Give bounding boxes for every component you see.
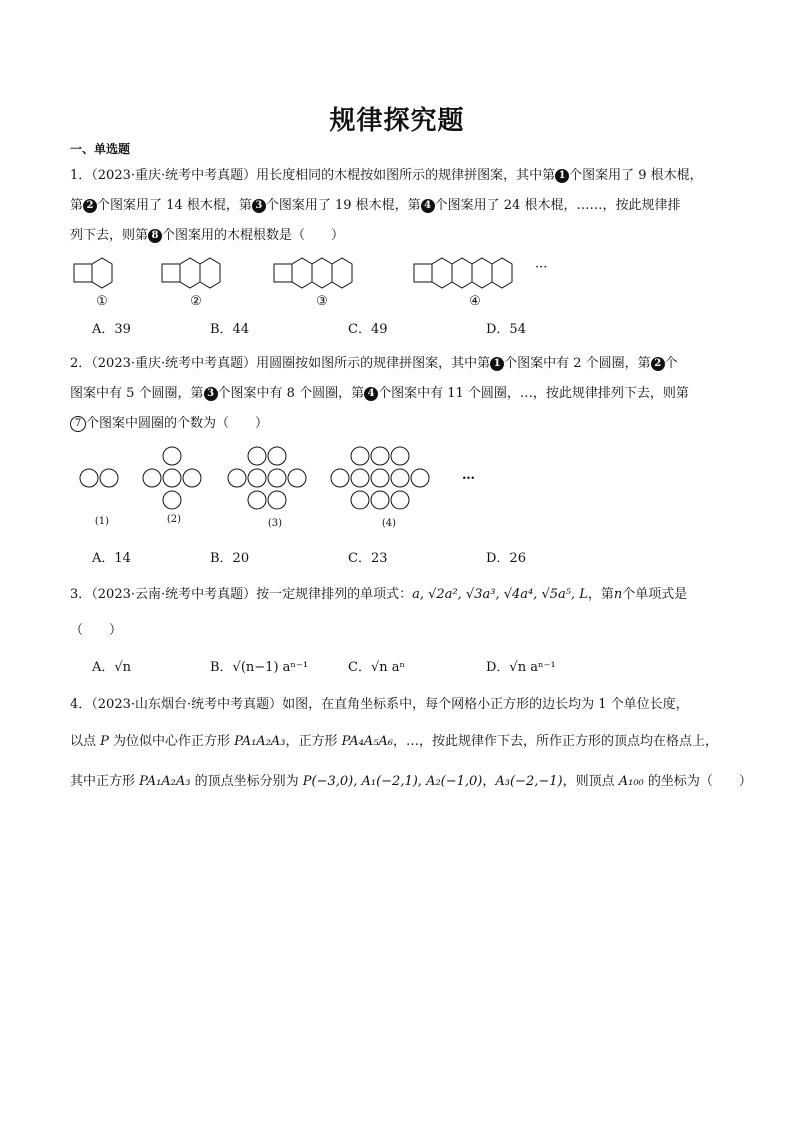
q1-circled-1: 1: [555, 169, 569, 183]
q2-option-a[interactable]: A．14: [92, 551, 131, 566]
q1-fig-label-3: ③: [316, 294, 328, 309]
q1-option-d[interactable]: D．54: [486, 322, 526, 337]
section-heading: 一、单选题: [70, 142, 131, 156]
q1-line-1: 1．（2023·重庆·统考中考真题）用长度相同的木棍按如图所示的规律拼图案，其中第 1 个图案用了 9 根木棍，: [70, 168, 703, 183]
q3-sequence: a, √2a², √3a³, √4a⁴, √5a⁵, L: [412, 587, 588, 602]
q2-circled-1: 1: [490, 357, 504, 371]
q3-option-a[interactable]: A．√n: [92, 660, 132, 675]
q2-line-3: 7 个图案中圆圈的个数为（ ）: [70, 414, 730, 434]
q2-option-d[interactable]: D．26: [486, 551, 526, 566]
q2-fig-label-2: (2): [166, 514, 182, 525]
q1-line-2: 第 2 个图案用了 14 根木棍，第 3 个图案用了 19 根木棍，第 4 个图案用了 24 根木棍，……，按此规律排: [70, 198, 681, 213]
q3-n: n: [613, 587, 623, 602]
q1-option-c[interactable]: C．49: [348, 322, 388, 337]
q2-fig-label-3: (3): [267, 518, 283, 529]
q2-circled-3: 3: [204, 387, 218, 401]
q1-square: [74, 264, 92, 282]
q1-circled-2: 2: [83, 199, 97, 213]
q2-fig-label-1: (1): [94, 516, 110, 527]
q3-line-1: 3．（2023·云南·统考中考真题）按一定规律排列的单项式：a, √2a², √3a³, √4a⁴, √5a⁵, L，第n个单项式是: [70, 587, 688, 602]
q3-option-c[interactable]: C．√n aⁿ: [348, 660, 406, 675]
q1-line-3: 列下去，则第 8 个图案用的木棍根数是（ ）: [70, 228, 345, 243]
q1-option-a[interactable]: A．39: [92, 322, 131, 337]
q1-hexagon: [452, 258, 472, 288]
q2-circled-7: 7: [70, 416, 86, 432]
q2-option-b[interactable]: B．20: [210, 551, 250, 566]
q3-line-2: （ ）: [70, 623, 123, 638]
q2-option-c[interactable]: C．23: [348, 551, 388, 566]
q1-hexagon: [432, 258, 452, 288]
q2-line-1: 2．（2023·重庆·统考中考真题）用圆圈按如图所示的规律拼图案，其中第 1 个图案中有 2 个圆圈，第 2 个: [70, 356, 678, 371]
q1-square: [414, 264, 432, 282]
q1-hexagon: [292, 258, 312, 288]
q1-stick-figures: [70, 256, 570, 290]
q1-fig-label-2: ②: [190, 294, 202, 309]
q1-hexagon: [492, 258, 512, 288]
q1-square: [274, 264, 292, 282]
q1-hexagon: [92, 258, 112, 288]
q2-fig-label-4: (4): [381, 518, 397, 529]
q1-circled-4: 4: [421, 199, 435, 213]
q1-fig-label-1: ①: [96, 294, 108, 309]
q1-hexagon: [312, 258, 332, 288]
q4-line-3: 其中正方形 PA₁A₂A₃ 的顶点坐标分别为 P(−3,0), A₁(−2,1), A₂(−1,0)，A₃(−2,−1)，则顶点 A₁₀₀ 的坐标为（ ）: [70, 774, 752, 789]
q2-line-2: 图案中有 5 个圆圈，第 3 个图案中有 8 个圆圈，第 4 个图案中有 11 个圆圈，…，按此规律排列下去，则第: [70, 386, 689, 401]
q4-line-2: 以点 P 为位似中心作正方形 PA₁A₂A₃，正方形 PA₄A₅A₆，…，按此规律作下去，所作正方形的顶点均在格点上，: [70, 734, 719, 749]
q2-ellipsis: …: [462, 468, 475, 483]
q1-hexagon: [180, 258, 200, 288]
q2-circle-figures: [70, 442, 490, 514]
q1-square: [162, 264, 180, 282]
page-title: 规律探究题: [329, 106, 465, 136]
q1-fig-label-4: ④: [469, 294, 481, 309]
q1-option-b[interactable]: B．44: [210, 322, 250, 337]
q3-option-b[interactable]: B．√(n−1) aⁿ⁻¹: [210, 660, 309, 675]
q1-hexagon: [472, 258, 492, 288]
q2-circled-4: 4: [364, 387, 378, 401]
q1-hexagon: [332, 258, 352, 288]
q4-line-1: 4．（2023·山东烟台·统考中考真题）如图，在直角坐标系中，每个网格小正方形的边长均为 1 个单位长度，: [70, 697, 689, 712]
q1-hexagon: [200, 258, 220, 288]
q3-option-d[interactable]: D．√n aⁿ⁻¹: [486, 660, 556, 675]
q1-circled-3: 3: [252, 199, 266, 213]
q1-circled-8: 8: [148, 229, 162, 243]
q1-ellipsis: ···: [535, 260, 548, 275]
q2-circled-2: 2: [651, 357, 665, 371]
